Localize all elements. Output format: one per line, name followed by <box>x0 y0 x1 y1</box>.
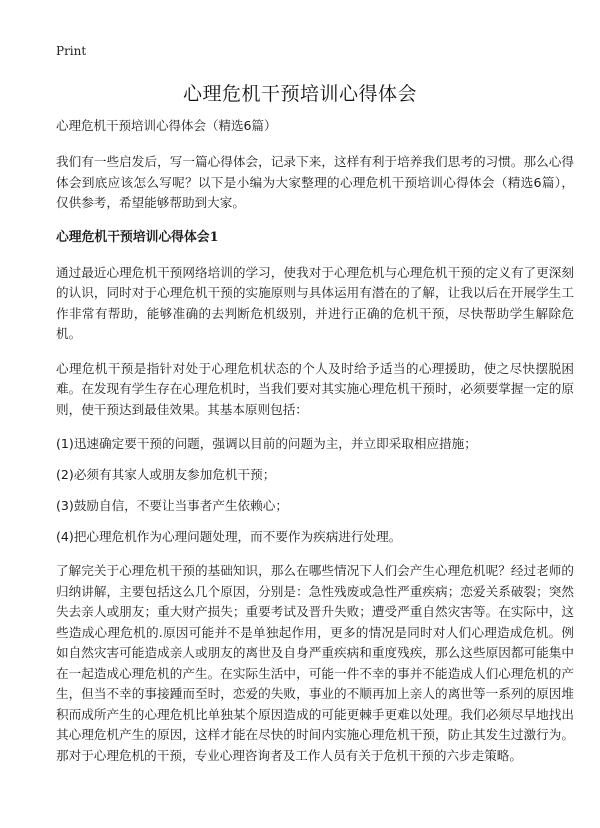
principle-item-2: (2)必须有其家人或朋友参加危机干预； <box>56 467 276 482</box>
page-title: 心理危机干预培训心得体会 <box>182 83 417 105</box>
paragraph-1: 通过最近心理危机干预网络培训的学习，使我对于心理危机与心理危机干预的定义有了更深刻的认识，同时对于心理危机干预的实施原则与具体运用有潜在的了解，让我以后在开展学生工作非常有帮助，能够准确的去判断危机级别，并进行正确的危机干预，尽快帮助学生解除危机。 <box>56 264 574 341</box>
paragraph-2: 心理危机干预是指针对处于心理危机状态的个人及时给予适当的心理援助，使之尽快摆脱困难。在发现有学生存在心理危机时，当我们要对其实施心理危机干预时，必须要掌握一定的原则，使干预达到最佳效果。其基本原则包括： <box>56 360 574 417</box>
principle-item-3: (3)鼓励自信，不要让当事者产生依赖心； <box>56 498 288 513</box>
intro-paragraph: 我们有一些启发后，写一篇心得体会，记录下来，这样有利于培养我们思考的习惯。那么心得体会到底应该怎么写呢？以下是小编为大家整理的心理危机干预培训心得体会（精选6篇），仅供参考，希望能够帮助到大家。 <box>56 154 574 210</box>
paragraph-3: 了解完关于心理危机干预的基础知识，那么在哪些情况下人们会产生心理危机呢？经过老师的归纳讲解，主要包括这么几个原因，分别是：急性残废或急性严重疾病；恋爱关系破裂；突然失去亲人或朋友；重大财产损失；重要考试及晋升失败；遭受严重自然灾害等。在实际中，这些造成心理危机的.原因可能并不是单独起作用，更多的情况是同时对人们心理造成危机。例如自然灾害可能造成亲人或朋友的离世及自身严重疾病和重度残疾，那么这些原因都可能集中在一起造成心理危机的产生。在实际生活中，可能一件不幸的事并不能造成人们心理危机的产生，但当不幸的事接踵而至时，恋爱的失败，事业的不顺再加上亲人的离世等一系列的原因堆积而成所产生的心理危机比单独某个原因造成的可能更棘手更难以处理。我们必须尽早地找出其心理危机产生的原因，这样才能在尽快的时间内实施心理危机干预，防止其发生过激行为。那对于心理危机的干预，专业心理咨询者及工作人员有关于危机干预的六步走策略。 <box>56 563 574 763</box>
section-heading: 心理危机干预培训心得体会1 <box>56 229 219 245</box>
article-subtitle: 心理危机干预培训心得体会（精选6篇） <box>56 118 277 133</box>
article-body <box>56 116 574 780</box>
print-link[interactable]: Print <box>56 44 87 58</box>
principle-item-1: (1)迅速确定要干预的问题，强调以目前的问题为主，并立即采取相应措施； <box>56 436 477 451</box>
principle-item-4: (4)把心理危机作为心理问题处理，而不要作为疾病进行处理。 <box>56 529 402 544</box>
